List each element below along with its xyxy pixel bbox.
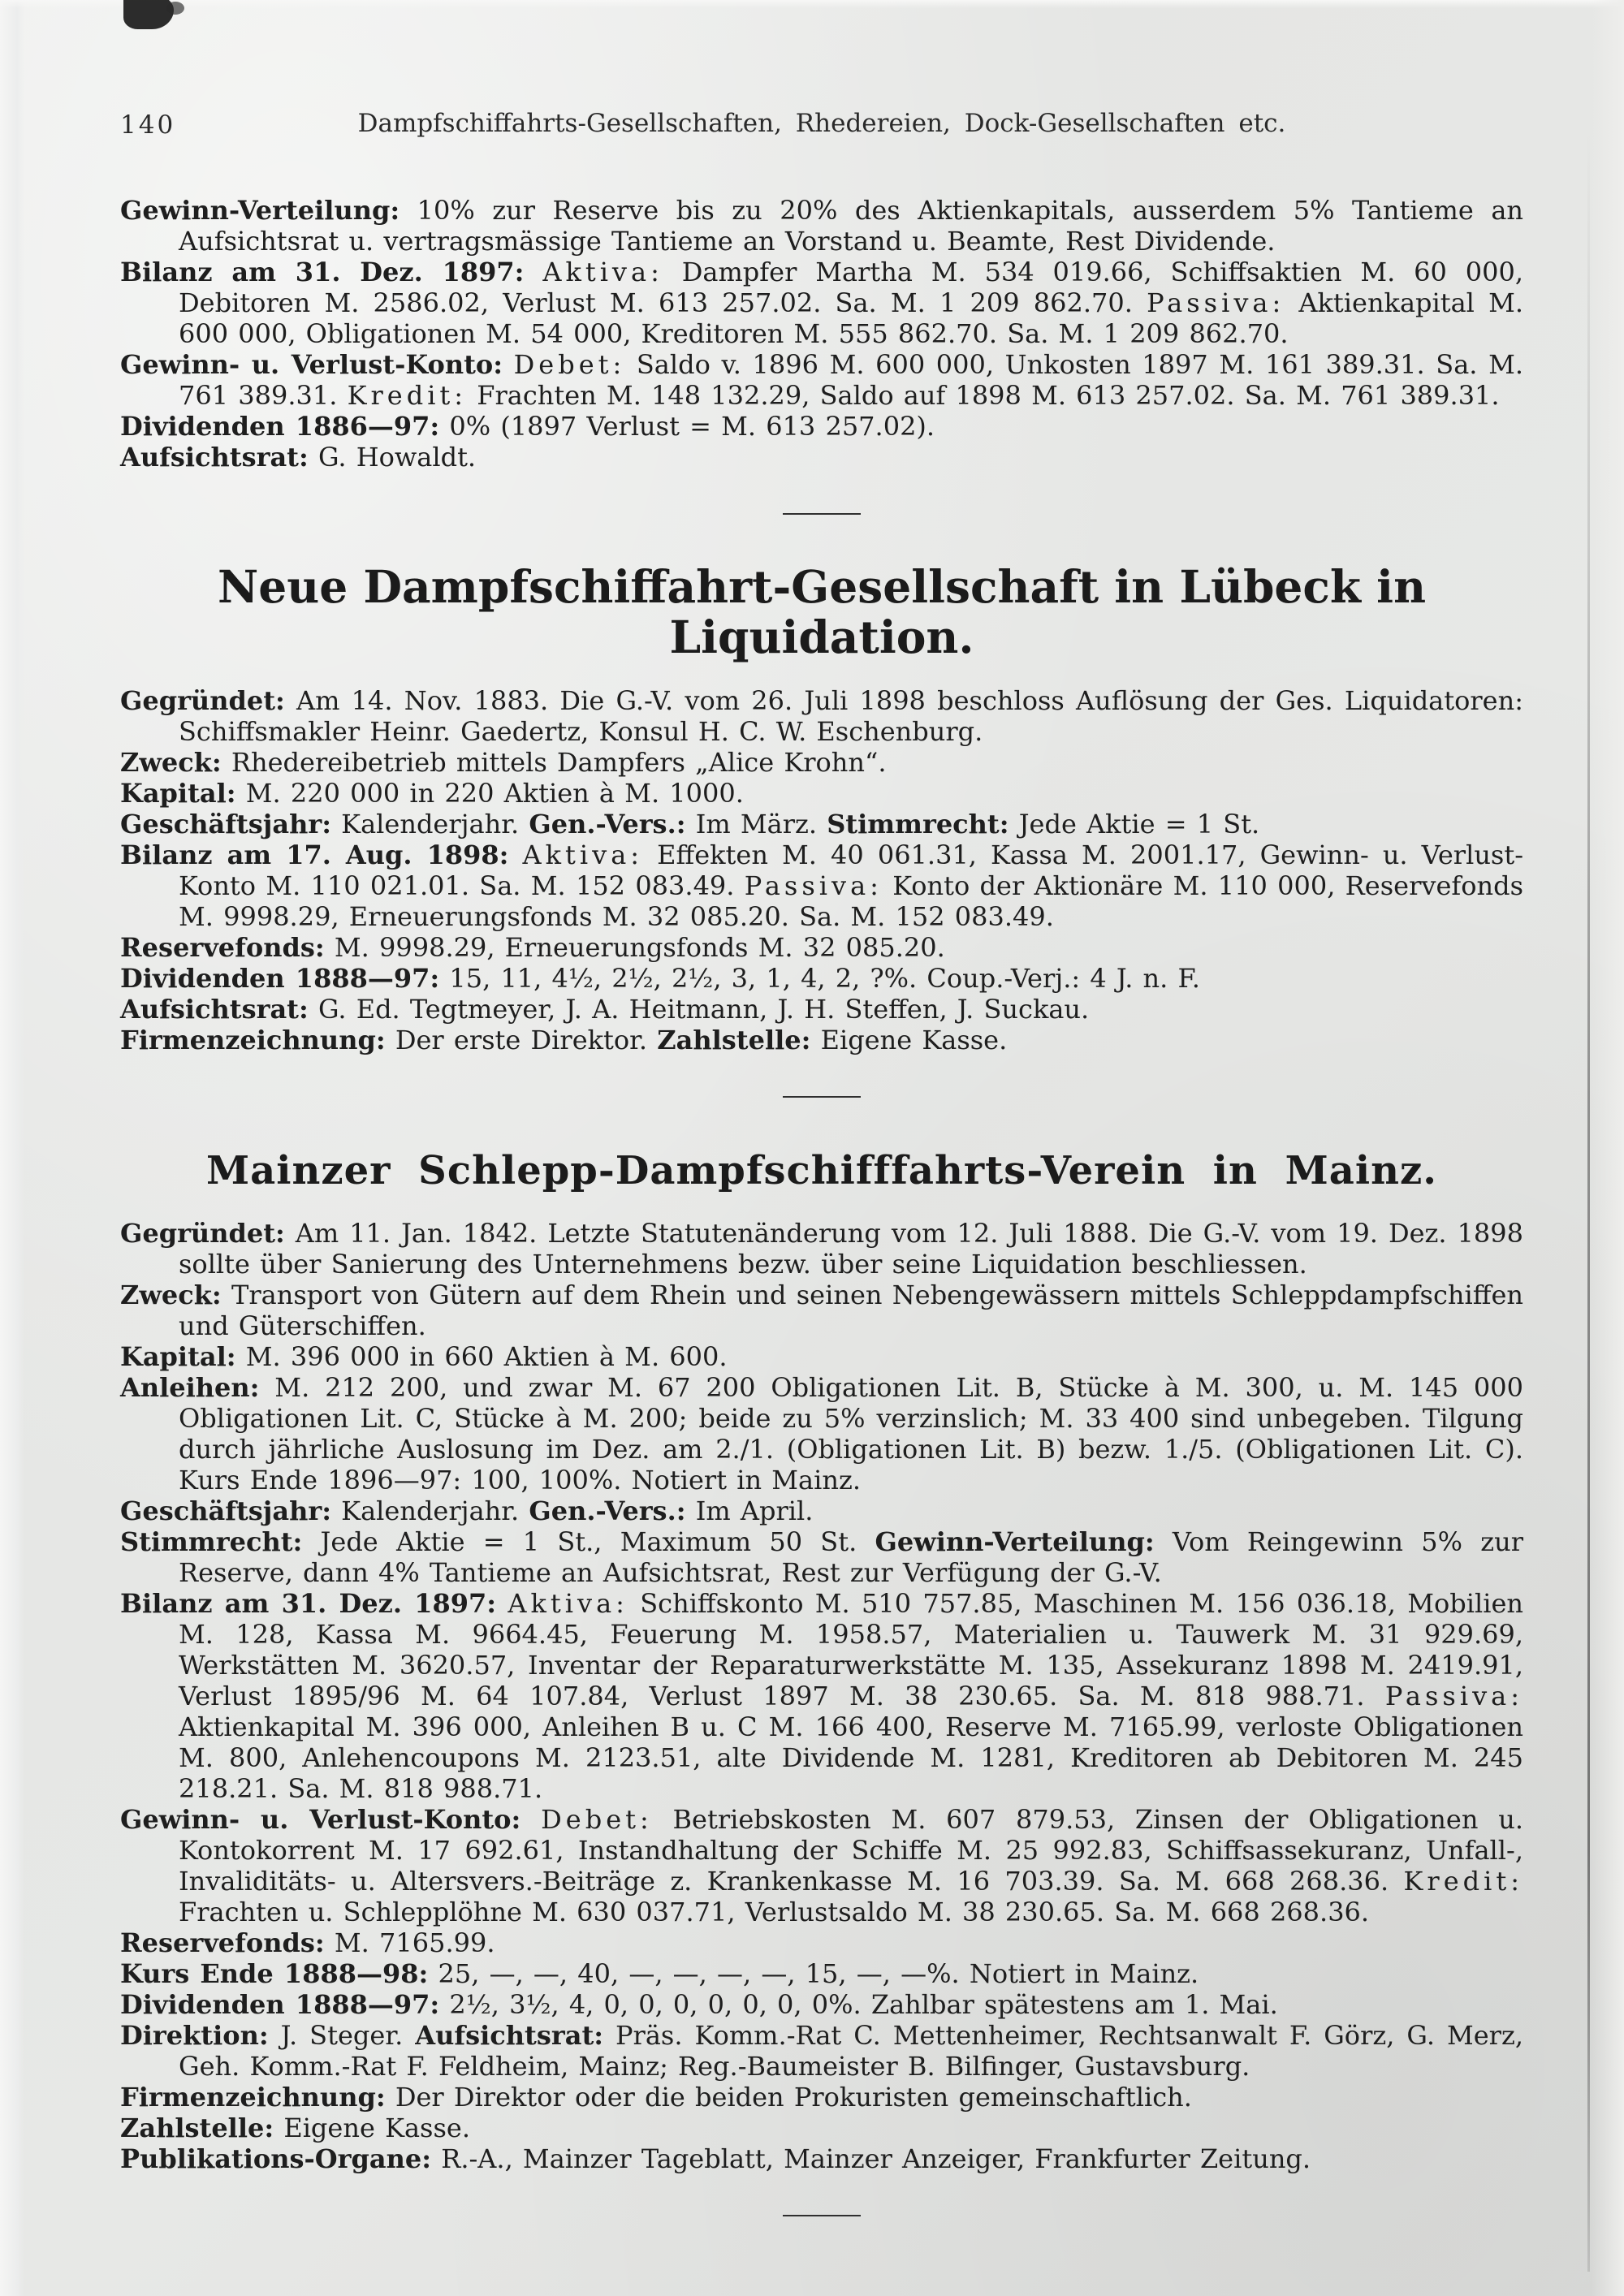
paragraph xyxy=(120,2082,1523,2113)
text-run: Kalenderjahr. xyxy=(331,1495,529,1526)
field-label: Reservefonds: xyxy=(120,932,325,963)
text-run: Saldo v. 1896 M. 600 000, Unkosten 1897 M. 161 389.31. Sa. M. 761 389.31. xyxy=(179,349,1524,411)
text-run: J. Steger. xyxy=(268,2020,416,2051)
text-run: M. 7165.99. xyxy=(324,1927,495,1958)
field-label: Aufsichtsrat: xyxy=(120,442,309,473)
paragraph xyxy=(120,1372,1523,1495)
text-run: Präs. Komm.-Rat C. Mettenheimer, Rechtsanwalt F. Görz, G. Merz, Geh. Komm.-Rat F. Feldheim, Mainz; Reg.-Baumeister B. Bilfinger, Gustavsburg. xyxy=(179,2020,1524,2082)
scan-edge-right xyxy=(1592,0,1624,2296)
page-content xyxy=(120,109,1523,2216)
text-run: Schiffskonto M. 510 757.85, Maschinen M. 156 036.18, Mobilien M. 128, Kassa M. 9664.45, Feuerung M. 1958.57, Materialien u. Tauwerk M. 31 929.69, Werkstätten M. 3620.57, Inventar der Reparaturwerkstätte M. 135, Assekuranz 1898 M. 2419.91, Verlust 1895/96 M. 64 107.84, Verlust 1897 M. 38 230.65. Sa. M. 818 988.71. xyxy=(179,1588,1524,1711)
text-run: Vom Reingewinn 5% zur Reserve, dann 4% Tantieme an Aufsichtsrat, Rest zur Verfügung der G.-V. xyxy=(179,1526,1524,1588)
text-run: Frachten M. 148 132.29, Saldo auf 1898 M. 613 257.02. Sa. M. 761 389.31. xyxy=(467,380,1500,411)
field-label: Bilanz am 31. Dez. 1897: xyxy=(120,1588,497,1619)
field-label: Dividenden 1888—97: xyxy=(120,963,440,994)
page-edge-shadow xyxy=(1587,130,1590,2272)
field-label: Zweck: xyxy=(120,1280,222,1310)
paragraph xyxy=(120,349,1523,411)
paragraph xyxy=(120,1927,1523,1958)
entry-continuation xyxy=(120,195,1523,473)
text-run: G. Howaldt. xyxy=(308,442,477,473)
spaced-term: Kredit: xyxy=(1403,1866,1523,1897)
text-run: 2½, 3½, 4, 0, 0, 0, 0, 0, 0, 0%. Zahlbar spätestens am 1. Mai. xyxy=(439,1989,1278,2020)
text-run: 0% (1897 Verlust = M. 613 257.02). xyxy=(439,411,935,442)
field-label: Stimmrecht: xyxy=(120,1526,303,1557)
text-run: Dampfer Martha M. 534 019.66, Schiffsaktien M. 60 000, Debitoren M. 2586.02, Verlust M. 613 257.02. Sa. M. 1 209 862.70. xyxy=(179,257,1524,318)
spaced-term: Aktiva: xyxy=(542,257,663,287)
field-label: Gegründet: xyxy=(120,685,285,716)
text-run: M. 9998.29, Erneuerungsfonds M. 32 085.20. xyxy=(324,932,945,963)
paragraph xyxy=(120,2143,1523,2174)
text-run: Frachten u. Schlepplöhne M. 630 037.71, Verlustsaldo M. 38 230.65. Sa. M. 668 268.36. xyxy=(179,1897,1370,1927)
paragraph xyxy=(120,994,1523,1025)
paragraph xyxy=(120,1341,1523,1372)
section-divider xyxy=(783,1096,861,1098)
field-label: Bilanz am 17. Aug. 1898: xyxy=(120,839,509,870)
field-label: Kapital: xyxy=(120,778,236,809)
text-run: Der Direktor oder die beiden Prokuristen gemeinschaftlich. xyxy=(385,2082,1192,2113)
spaced-term: Passiva: xyxy=(1147,287,1285,318)
field-label: Firmenzeichnung: xyxy=(120,2082,386,2113)
scan-smudge xyxy=(123,0,174,29)
paragraph xyxy=(120,1025,1523,1055)
field-label: Bilanz am 31. Dez. 1897: xyxy=(120,257,525,287)
field-label: Geschäftsjahr: xyxy=(120,809,331,839)
spaced-term: Debet: xyxy=(513,349,626,380)
spaced-term: Aktiva: xyxy=(508,1588,628,1619)
field-label: Aufsichtsrat: xyxy=(120,994,309,1025)
text-run: Kalenderjahr. xyxy=(331,809,529,839)
text-run: 25, —, —, 40, —, —, —, —, 15, —, —%. Notiert in Mainz. xyxy=(428,1958,1199,1989)
spaced-term: Aktiva: xyxy=(522,839,644,870)
scan-edge-top xyxy=(0,0,1624,8)
paragraph-group xyxy=(120,195,1523,473)
text-run: Rhedereibetrieb mittels Dampfers „Alice Krohn“. xyxy=(221,747,887,778)
paragraph-group xyxy=(120,1218,1523,2174)
paragraph xyxy=(120,809,1523,839)
text-run: Aktienkapital M. 396 000, Anleihen B u. C M. 166 400, Reserve M. 7165.99, verloste Obligationen M. 800, Anlehencoupons M. 2123.51, alte Dividende M. 1281, Kreditoren ab Debitoren M. 245 218.21. Sa. M. 818 988.71. xyxy=(179,1711,1523,1804)
page-header xyxy=(120,109,1523,148)
paragraph xyxy=(120,1958,1523,1989)
field-label: Aufsichtsrat: xyxy=(415,2020,604,2051)
text-run: Eigene Kasse. xyxy=(274,2113,470,2143)
field-label: Publikations-Organe: xyxy=(120,2143,432,2174)
field-label: Gewinn-Verteilung: xyxy=(120,195,400,226)
paragraph xyxy=(120,778,1523,809)
text-run: Konto der Aktionäre M. 110 000, Reservefonds M. 9998.29, Erneuerungsfonds M. 32 085.20. Sa. M. 152 083.49. xyxy=(179,870,1524,932)
entry-mainz xyxy=(120,1148,1523,2174)
field-label: Dividenden 1888—97: xyxy=(120,1989,440,2020)
field-label: Gewinn- u. Verlust-Konto: xyxy=(120,1804,521,1835)
running-title: Dampfschiffahrts-Gesellschaften, Rhedereien, Dock-Gesellschaften etc. xyxy=(357,109,1286,138)
text-run: Transport von Gütern auf dem Rhein und seinen Nebengewässern mittels Schleppdampfschiffen und Güterschiffen. xyxy=(179,1280,1523,1341)
text-run xyxy=(503,349,514,380)
paragraph xyxy=(120,2113,1523,2143)
text-run: Der erste Direktor. xyxy=(385,1025,658,1055)
text-run: Betriebskosten M. 607 879.53, Zinsen der Obligationen u. Kontokorrent M. 17 692.61, Instandhaltung der Schiffe M. 25 992.83, Schiffsassekuranz, Unfall-, Invaliditäts- u. Altersvers.-Beiträge z. Krankenkasse M. 16 703.39. Sa. M. 668 268.36. xyxy=(179,1804,1524,1897)
text-run: Im März. xyxy=(685,809,827,839)
paragraph xyxy=(120,747,1523,778)
text-run: R.-A., Mainzer Tageblatt, Mainzer Anzeiger, Frankfurter Zeitung. xyxy=(431,2143,1311,2174)
text-run: Am 14. Nov. 1883. Die G.-V. vom 26. Juli 1898 beschloss Auflösung der Ges. Liquidatoren: Schiffsmakler Heinr. Gaedertz, Konsul H. C. W. Eschenburg. xyxy=(179,685,1523,747)
text-run: Eigene Kasse. xyxy=(810,1025,1008,1055)
text-run xyxy=(520,1804,541,1835)
text-run: Am 11. Jan. 1842. Letzte Statutenänderung vom 12. Juli 1888. Die G.-V. vom 19. Dez. 1898 sollte über Sanierung des Unternehmens bezw. über seine Liquidation beschliessen. xyxy=(179,1218,1523,1280)
scan-smudge xyxy=(166,2,184,15)
paragraph xyxy=(120,195,1523,257)
company-heading: Mainzer Schlepp-Dampfschifffahrts-Verein in Mainz. xyxy=(206,1148,1437,1193)
section-divider xyxy=(783,513,861,515)
spaced-term: Passiva: xyxy=(744,870,883,901)
paragraph xyxy=(120,1218,1523,1280)
field-label: Stimmrecht: xyxy=(827,809,1009,839)
field-label: Geschäftsjahr: xyxy=(120,1495,331,1526)
field-label: Zweck: xyxy=(120,747,222,778)
paragraph xyxy=(120,685,1523,747)
text-run: Effekten M. 40 061.31, Kassa M. 2001.17, Gewinn- u. Verlust-Konto M. 110 021.01. Sa. M. 152 083.49. xyxy=(179,839,1524,901)
text-run xyxy=(524,257,542,287)
paragraph xyxy=(120,932,1523,963)
page-number: 140 xyxy=(120,110,176,140)
text-run: Jede Aktie = 1 St. xyxy=(1009,809,1260,839)
paragraph xyxy=(120,411,1523,442)
field-label: Reservefonds: xyxy=(120,1927,325,1958)
section-divider xyxy=(783,2215,861,2216)
text-run: 10% zur Reserve bis zu 20% des Aktienkapitals, ausserdem 5% Tantieme an Aufsichtsrat u. vertragsmässige Tantieme an Vorstand u. Beamte, Rest Dividende. xyxy=(179,195,1523,257)
field-label: Zahlstelle: xyxy=(120,2113,274,2143)
paragraph-group xyxy=(120,685,1523,1055)
paragraph xyxy=(120,1588,1523,1804)
field-label: Direktion: xyxy=(120,2020,269,2051)
field-label: Zahlstelle: xyxy=(657,1025,811,1055)
spaced-term: Passiva: xyxy=(1384,1681,1523,1711)
field-label: Kapital: xyxy=(120,1341,236,1372)
field-label: Gewinn-Verteilung: xyxy=(875,1526,1155,1557)
paragraph xyxy=(120,257,1523,349)
paragraph xyxy=(120,1495,1523,1526)
company-heading: Neue Dampfschiffahrt-Gesellschaft in Lübeck in Liquidation. xyxy=(217,560,1427,663)
text-run: 15, 11, 4½, 2½, 2½, 3, 1, 4, 2, ?%. Coup.-Verj.: 4 J. n. F. xyxy=(439,963,1200,994)
field-label: Firmenzeichnung: xyxy=(120,1025,386,1055)
text-run: Jede Aktie = 1 St., Maximum 50 St. xyxy=(302,1526,875,1557)
text-run: M. 396 000 in 660 Aktien à M. 600. xyxy=(235,1341,728,1372)
field-label: Kurs Ende 1888—98: xyxy=(120,1958,429,1989)
text-run xyxy=(496,1588,508,1619)
text-run: M. 212 200, und zwar M. 67 200 Obligationen Lit. B, Stücke à M. 300, u. M. 145 000 Obligationen Lit. C, Stücke à M. 200; beide zu 5% verzinslich; M. 33 400 sind unbegeben. Tilgung durch jährliche Auslosung im Dez. am 2./1. (Obligationen Lit. B) bezw. 1./5. (Obligationen Lit. C). Kurs Ende 1896—97: 100, 100%. Notiert in Mainz. xyxy=(179,1372,1523,1495)
field-label: Dividenden 1886—97: xyxy=(120,411,440,442)
paragraph xyxy=(120,963,1523,994)
paragraph xyxy=(120,1280,1523,1341)
spaced-term: Debet: xyxy=(541,1804,653,1835)
paragraph xyxy=(120,839,1523,932)
field-label: Anleihen: xyxy=(120,1372,260,1403)
spaced-term: Kredit: xyxy=(347,380,468,411)
scan-edge-left xyxy=(0,0,24,2296)
text-run: Aktienkapital M. 600 000, Obligationen M. 54 000, Kreditoren M. 555 862.70. Sa. M. 1 209 862.70. xyxy=(179,287,1524,349)
entry-luebeck xyxy=(120,562,1523,1055)
paragraph xyxy=(120,1526,1523,1588)
field-label: Gewinn- u. Verlust-Konto: xyxy=(120,349,503,380)
text-run: G. Ed. Tegtmeyer, J. A. Heitmann, J. H. Steffen, J. Suckau. xyxy=(308,994,1090,1025)
text-run: M. 220 000 in 220 Aktien à M. 1000. xyxy=(235,778,744,809)
paragraph xyxy=(120,1989,1523,2020)
field-label: Gen.-Vers.: xyxy=(529,1495,686,1526)
paragraph xyxy=(120,1804,1523,1927)
text-run xyxy=(508,839,522,870)
paragraph xyxy=(120,2020,1523,2082)
text-run: Im April. xyxy=(685,1495,814,1526)
paragraph xyxy=(120,442,1523,473)
field-label: Gegründet: xyxy=(120,1218,285,1249)
field-label: Gen.-Vers.: xyxy=(529,809,686,839)
